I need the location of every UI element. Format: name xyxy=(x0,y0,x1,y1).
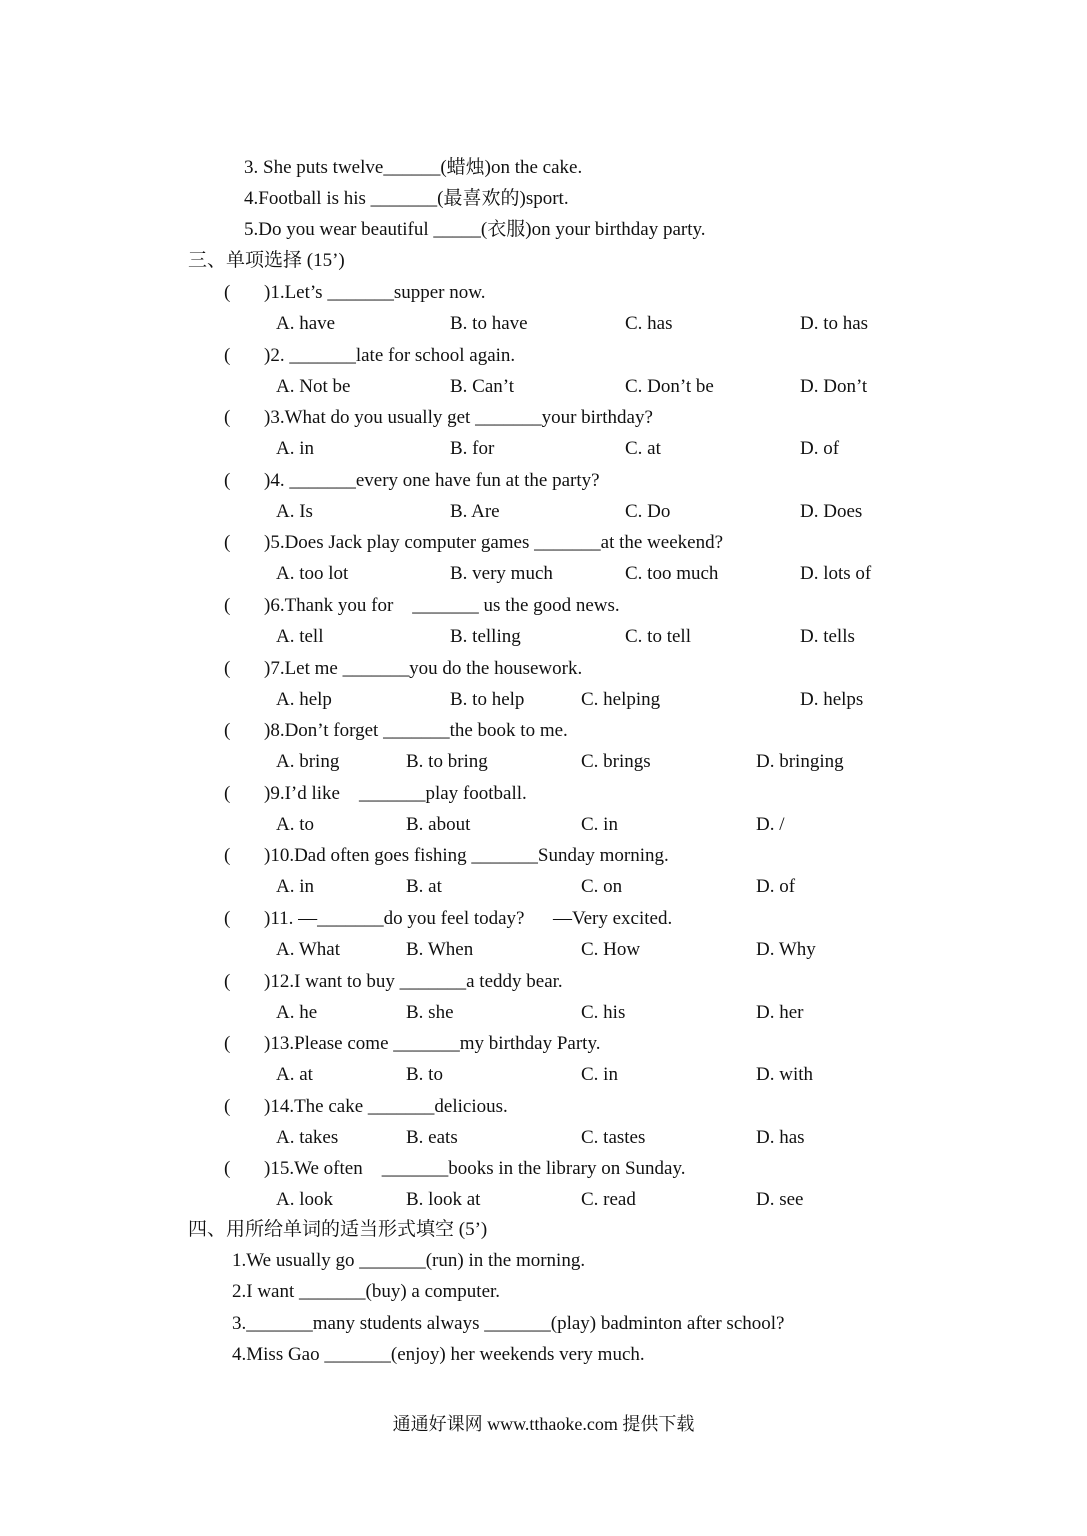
option-c: C. helping xyxy=(581,688,661,710)
answer-paren: ( xyxy=(224,1033,231,1055)
question-row xyxy=(0,1033,1087,1057)
question-text: )6.Thank you for _______ us the good news. xyxy=(264,595,620,616)
question-row xyxy=(0,1096,1087,1120)
option-b: B. Can’t xyxy=(450,375,515,397)
option-c: C. read xyxy=(581,1189,636,1211)
question-row xyxy=(0,720,1087,744)
option-d: D. bringing xyxy=(756,751,844,773)
word-form-line-1: 1.We usually go _______(run) in the morning. xyxy=(232,1250,586,1271)
option-c: C. Do xyxy=(625,500,671,522)
question-row xyxy=(0,595,1087,619)
question-text: )8.Don’t forget _______the book to me. xyxy=(264,720,568,742)
option-a: A. in xyxy=(276,876,314,898)
question-row xyxy=(0,532,1087,556)
option-a: A. too lot xyxy=(276,563,349,585)
answer-paren: ( xyxy=(224,970,231,992)
option-c: C. his xyxy=(581,1001,626,1023)
answer-paren: ( xyxy=(224,845,231,867)
question-row xyxy=(0,908,1087,932)
answer-paren: ( xyxy=(224,1158,231,1180)
option-a: A. at xyxy=(276,1064,313,1086)
answer-paren: ( xyxy=(224,782,231,804)
question-row xyxy=(0,658,1087,682)
question-row xyxy=(0,345,1087,369)
question-row xyxy=(0,971,1087,995)
options-row xyxy=(0,438,1087,462)
question-text: )4. _______every one have fun at the party? xyxy=(264,469,600,491)
option-c: C. in xyxy=(581,813,618,835)
option-d: D. / xyxy=(756,813,785,835)
options-row xyxy=(0,563,1087,587)
option-a: A. Is xyxy=(276,500,313,522)
options-row xyxy=(0,939,1087,963)
word-form-line-2: 2.I want _______(buy) a computer. xyxy=(232,1281,501,1302)
option-a: A. in xyxy=(276,438,314,460)
options-row xyxy=(0,501,1087,525)
word-form-line-4: 4.Miss Gao _______(enjoy) her weekends very much. xyxy=(232,1344,645,1365)
options-row xyxy=(0,689,1087,713)
option-b: B. look at xyxy=(406,1189,481,1211)
question-text: )3.What do you usually get _______your birthday? xyxy=(264,407,653,429)
option-b: B. When xyxy=(406,939,474,960)
option-a: A. help xyxy=(276,688,332,710)
option-b: B. to have xyxy=(450,313,528,334)
fill-line-3: 3. She puts twelve______(蜡烛)on the cake. xyxy=(244,157,583,178)
option-d: D. Why xyxy=(756,939,816,960)
question-text: )11. —_______do you feel today? —Very excited. xyxy=(264,908,673,929)
answer-paren: ( xyxy=(224,282,231,303)
question-text: )5.Does Jack play computer games _______at the weekend? xyxy=(264,532,724,554)
option-c: C. on xyxy=(581,876,623,898)
options-row xyxy=(0,626,1087,650)
question-row xyxy=(0,783,1087,807)
option-a: A. What xyxy=(276,939,341,960)
section-4-title: 四、用所给单词的适当形式填空 (5’) xyxy=(188,1219,488,1240)
question-row xyxy=(0,1158,1087,1182)
option-a: A. Not be xyxy=(276,375,351,397)
option-c: C. brings xyxy=(581,751,651,773)
options-row xyxy=(0,1064,1087,1088)
option-c: C. has xyxy=(625,313,673,334)
option-c: C. How xyxy=(581,939,641,960)
answer-paren: ( xyxy=(224,595,231,616)
option-c: C. at xyxy=(625,438,661,460)
option-d: D. helps xyxy=(800,688,864,710)
question-text: )14.The cake _______delicious. xyxy=(264,1095,508,1117)
options-row xyxy=(0,313,1087,337)
answer-paren: ( xyxy=(224,657,231,679)
fill-line-4: 4.Football is his _______(最喜欢的)sport. xyxy=(244,188,569,209)
option-d: D. of xyxy=(800,438,840,460)
option-a: A. to xyxy=(276,813,314,835)
option-c: C. Don’t be xyxy=(625,375,714,397)
options-row xyxy=(0,1189,1087,1213)
option-b: B. at xyxy=(406,876,442,898)
question-text: )2. _______late for school again. xyxy=(264,344,516,366)
option-c: C. too much xyxy=(625,563,719,585)
option-a: A. takes xyxy=(276,1126,339,1148)
option-b: B. to xyxy=(406,1064,443,1086)
answer-paren: ( xyxy=(224,908,231,929)
option-d: D. see xyxy=(756,1189,804,1211)
option-d: D. Does xyxy=(800,500,863,522)
options-row xyxy=(0,814,1087,838)
option-a: A. bring xyxy=(276,751,340,773)
word-form-line-3: 3._______many students always _______(play) badminton after school? xyxy=(232,1313,785,1334)
question-text: )1.Let’s _______supper now. xyxy=(264,282,486,303)
option-c: C. in xyxy=(581,1064,618,1086)
section-3-title: 三、单项选择 (15’) xyxy=(188,250,345,271)
option-b: B. eats xyxy=(406,1126,458,1148)
option-b: B. very much xyxy=(450,563,553,585)
footer-credit: 通通好课网 www.tthaoke.com 提供下载 xyxy=(392,1414,695,1434)
answer-paren: ( xyxy=(224,1095,231,1117)
option-d: D. to has xyxy=(800,313,869,334)
options-row xyxy=(0,1002,1087,1026)
option-b: B. for xyxy=(450,438,495,460)
option-b: B. about xyxy=(406,813,471,835)
option-a: A. tell xyxy=(276,626,324,647)
answer-paren: ( xyxy=(224,407,231,429)
option-b: B. to help xyxy=(450,688,525,710)
option-a: A. he xyxy=(276,1001,318,1023)
answer-paren: ( xyxy=(224,532,231,554)
option-d: D. Don’t xyxy=(800,375,868,397)
options-row xyxy=(0,751,1087,775)
option-d: D. has xyxy=(756,1126,805,1148)
question-text: )10.Dad often goes fishing _______Sunday morning. xyxy=(264,845,669,867)
question-row xyxy=(0,470,1087,494)
option-b: B. she xyxy=(406,1001,454,1023)
option-d: D. her xyxy=(756,1001,804,1023)
question-text: )7.Let me _______you do the housework. xyxy=(264,657,583,679)
option-b: B. to bring xyxy=(406,751,488,773)
option-a: A. look xyxy=(276,1189,333,1211)
answer-paren: ( xyxy=(224,720,231,742)
option-c: C. to tell xyxy=(625,626,691,647)
question-text: )15.We often _______books in the library on Sunday. xyxy=(264,1158,686,1180)
options-row xyxy=(0,1127,1087,1151)
question-row xyxy=(0,845,1087,869)
option-b: B. Are xyxy=(450,500,500,522)
fill-line-5: 5.Do you wear beautiful _____(衣服)on your birthday party. xyxy=(244,219,706,240)
question-text: )9.I’d like _______play football. xyxy=(264,782,527,804)
question-row xyxy=(0,282,1087,306)
option-c: C. tastes xyxy=(581,1126,646,1148)
question-text: )13.Please come _______my birthday Party. xyxy=(264,1033,601,1055)
option-b: B. telling xyxy=(450,626,521,647)
options-row xyxy=(0,376,1087,400)
options-row xyxy=(0,876,1087,900)
option-a: A. have xyxy=(276,313,336,334)
question-row xyxy=(0,407,1087,431)
option-d: D. tells xyxy=(800,626,855,647)
answer-paren: ( xyxy=(224,344,231,366)
option-d: D. lots of xyxy=(800,563,872,585)
question-text: )12.I want to buy _______a teddy bear. xyxy=(264,970,563,992)
option-d: D. with xyxy=(756,1064,813,1086)
option-d: D. of xyxy=(756,876,796,898)
answer-paren: ( xyxy=(224,469,231,491)
